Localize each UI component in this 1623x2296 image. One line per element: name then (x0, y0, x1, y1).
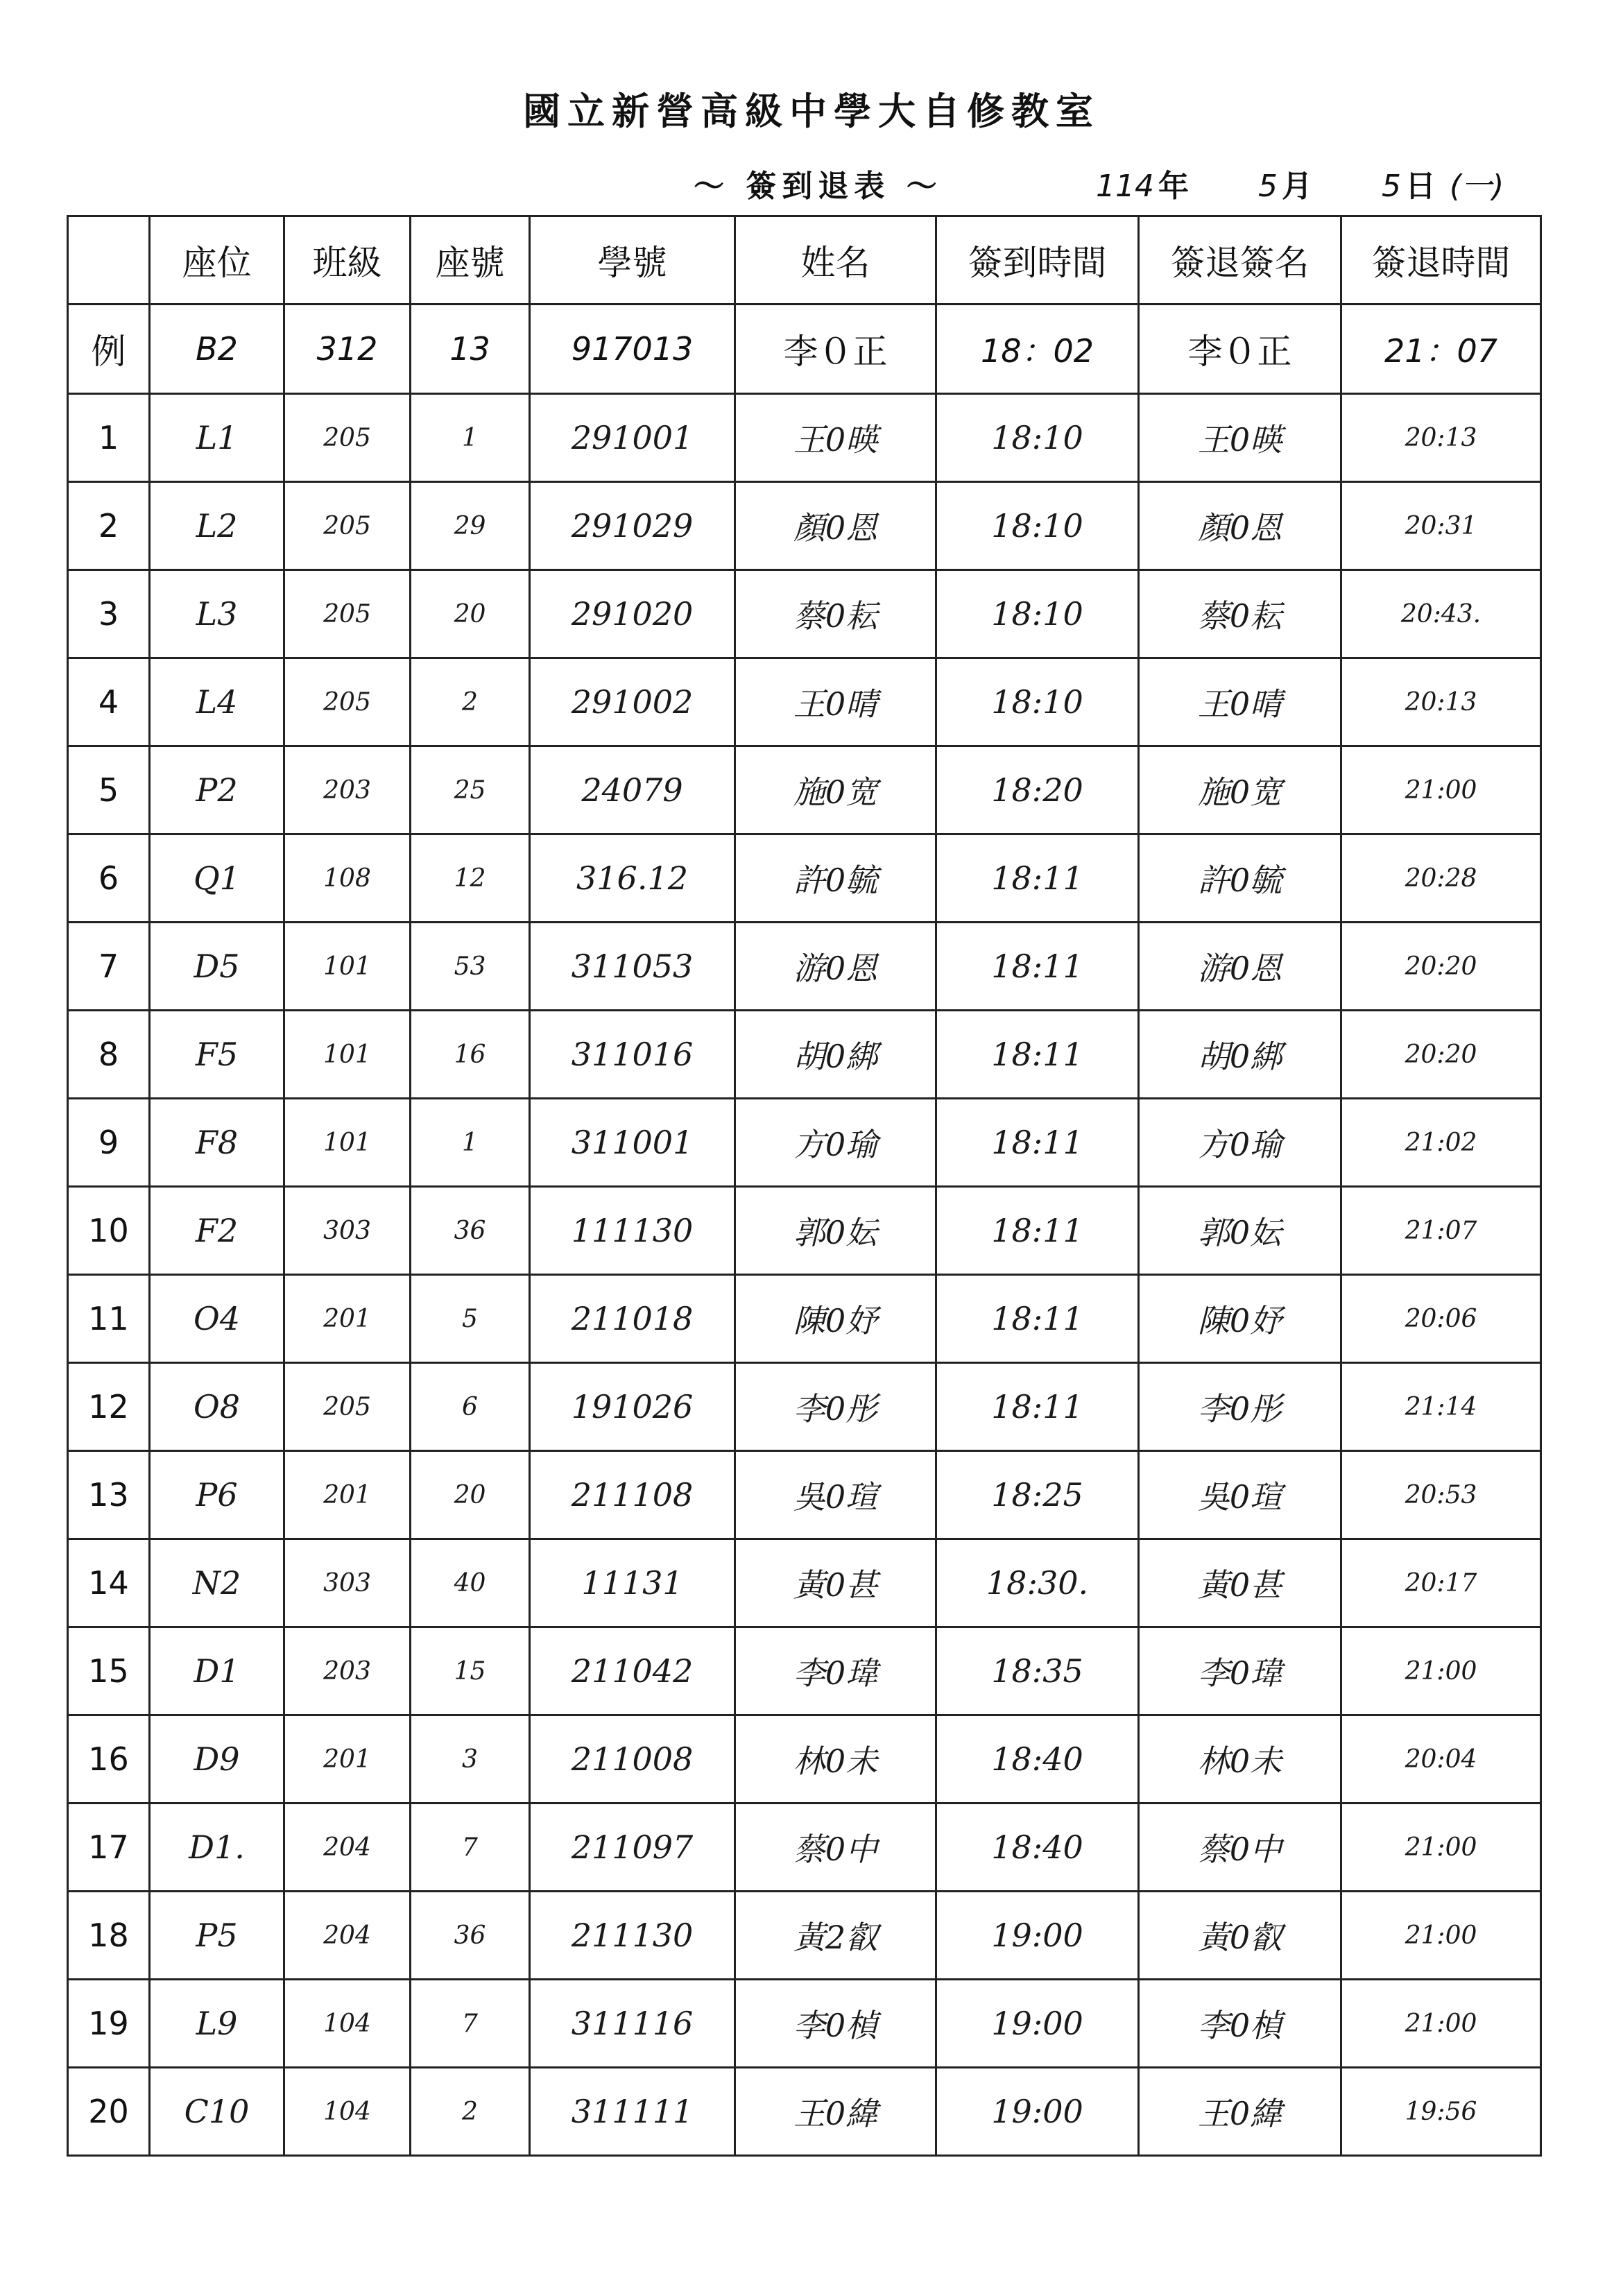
name-cell: 施0宽 (735, 746, 936, 834)
col-header-seat: 座位 (150, 216, 284, 305)
class-cell: 205 (284, 570, 411, 658)
row-number: 11 (68, 1275, 150, 1363)
seat-no-cell: 2 (411, 2068, 530, 2156)
name-cell: 胡0綁 (735, 1011, 936, 1099)
class-cell: 303 (284, 1539, 411, 1627)
col-header-class: 班級 (284, 216, 411, 305)
col-header-student-id: 學號 (530, 216, 735, 305)
seat-cell: L3 (150, 570, 284, 658)
seat-no-cell: 20 (411, 1451, 530, 1539)
in-time-cell: 19:00 (936, 1980, 1139, 2068)
row-number: 2 (68, 482, 150, 570)
table-row (68, 746, 1541, 834)
table-row (68, 1627, 1541, 1715)
class-cell: 101 (284, 923, 411, 1011)
table-row (68, 2068, 1541, 2156)
class-cell: 101 (284, 1011, 411, 1099)
row-number: 9 (68, 1099, 150, 1187)
class-cell: 104 (284, 2068, 411, 2156)
class-cell: 108 (284, 834, 411, 923)
student-id-cell: 316.12 (530, 834, 735, 923)
name-cell: 許0毓 (735, 834, 936, 923)
example-name: 李０正 (735, 305, 936, 394)
out-sign-cell: 李0彤 (1139, 1363, 1341, 1451)
seat-no-cell: 53 (411, 923, 530, 1011)
seat-no-cell: 2 (411, 658, 530, 746)
class-cell: 303 (284, 1187, 411, 1275)
student-id-cell: 311016 (530, 1011, 735, 1099)
row-number: 10 (68, 1187, 150, 1275)
example-in-time: 18：02 (936, 305, 1139, 394)
student-id-cell: 24079 (530, 746, 735, 834)
page-subtitle: ～ 簽到退表 ～ (694, 169, 943, 204)
seat-cell: D9 (150, 1715, 284, 1804)
in-time-cell: 18:11 (936, 1187, 1139, 1275)
row-number: 3 (68, 570, 150, 658)
table-row (68, 834, 1541, 923)
class-cell: 101 (284, 1099, 411, 1187)
out-time-cell: 20:43. (1341, 570, 1541, 658)
table-row (68, 1980, 1541, 2068)
in-time-cell: 18:11 (936, 1275, 1139, 1363)
out-sign-cell: 蔡0耘 (1139, 570, 1341, 658)
seat-cell: F8 (150, 1099, 284, 1187)
row-number: 17 (68, 1804, 150, 1892)
out-sign-cell: 郭0妘 (1139, 1187, 1341, 1275)
out-sign-cell: 方0瑜 (1139, 1099, 1341, 1187)
name-cell: 顏0恩 (735, 482, 936, 570)
student-id-cell: 311116 (530, 1980, 735, 2068)
seat-no-cell: 1 (411, 1099, 530, 1187)
row-number: 6 (68, 834, 150, 923)
row-number: 7 (68, 923, 150, 1011)
seat-cell: L1 (150, 394, 284, 482)
student-id-cell: 211008 (530, 1715, 735, 1804)
class-cell: 203 (284, 1627, 411, 1715)
seat-no-cell: 20 (411, 570, 530, 658)
in-time-cell: 19:00 (936, 2068, 1139, 2156)
example-out-time: 21：07 (1341, 305, 1541, 394)
table-row (68, 1275, 1541, 1363)
in-time-cell: 18:40 (936, 1804, 1139, 1892)
seat-cell: D1. (150, 1804, 284, 1892)
out-sign-cell: 許0毓 (1139, 834, 1341, 923)
out-sign-cell: 施0宽 (1139, 746, 1341, 834)
row-number: 13 (68, 1451, 150, 1539)
class-cell: 205 (284, 482, 411, 570)
student-id-cell: 311111 (530, 2068, 735, 2156)
seat-cell: Q1 (150, 834, 284, 923)
table-row (68, 1715, 1541, 1804)
seat-no-cell: 15 (411, 1627, 530, 1715)
name-cell: 郭0妘 (735, 1187, 936, 1275)
out-time-cell: 20:20 (1341, 1011, 1541, 1099)
in-time-cell: 18:20 (936, 746, 1139, 834)
student-id-cell: 291020 (530, 570, 735, 658)
seat-cell: L2 (150, 482, 284, 570)
seat-cell: D5 (150, 923, 284, 1011)
in-time-cell: 18:11 (936, 923, 1139, 1011)
seat-cell: L9 (150, 1980, 284, 2068)
out-time-cell: 20:53 (1341, 1451, 1541, 1539)
in-time-cell: 19:00 (936, 1892, 1139, 1980)
name-cell: 吳0瑄 (735, 1451, 936, 1539)
table-row (68, 394, 1541, 482)
seat-no-cell: 12 (411, 834, 530, 923)
table-row (68, 570, 1541, 658)
example-no: 13 (411, 305, 530, 394)
table-row (68, 1363, 1541, 1451)
header-row (68, 216, 1541, 305)
name-cell: 王0暎 (735, 394, 936, 482)
example-row (68, 305, 1541, 394)
student-id-cell: 111130 (530, 1187, 735, 1275)
name-cell: 黃0甚 (735, 1539, 936, 1627)
example-seat: B2 (150, 305, 284, 394)
row-number: 20 (68, 2068, 150, 2156)
seat-cell: O4 (150, 1275, 284, 1363)
name-cell: 游0恩 (735, 923, 936, 1011)
student-id-cell: 11131 (530, 1539, 735, 1627)
seat-cell: D1 (150, 1627, 284, 1715)
name-cell: 陳0妤 (735, 1275, 936, 1363)
out-time-cell: 20:20 (1341, 923, 1541, 1011)
out-sign-cell: 蔡0中 (1139, 1804, 1341, 1892)
seat-no-cell: 25 (411, 746, 530, 834)
seat-no-cell: 1 (411, 394, 530, 482)
class-cell: 201 (284, 1451, 411, 1539)
out-sign-cell: 李0瑋 (1139, 1627, 1341, 1715)
col-header-name: 姓名 (735, 216, 936, 305)
date-weekday: (一) (1449, 169, 1504, 204)
out-time-cell: 20:17 (1341, 1539, 1541, 1627)
row-number: 1 (68, 394, 150, 482)
out-time-cell: 21:00 (1341, 1892, 1541, 1980)
in-time-cell: 18:40 (936, 1715, 1139, 1804)
student-id-cell: 211108 (530, 1451, 735, 1539)
student-id-cell: 191026 (530, 1363, 735, 1451)
example-label: 例 (68, 305, 150, 394)
in-time-cell: 18:10 (936, 394, 1139, 482)
in-time-cell: 18:10 (936, 658, 1139, 746)
out-time-cell: 21:00 (1341, 1980, 1541, 2068)
row-number: 14 (68, 1539, 150, 1627)
example-class: 312 (284, 305, 411, 394)
out-sign-cell: 黃0叡 (1139, 1892, 1341, 1980)
class-cell: 205 (284, 658, 411, 746)
out-sign-cell: 胡0綁 (1139, 1011, 1341, 1099)
out-sign-cell: 吳0瑄 (1139, 1451, 1341, 1539)
student-id-cell: 291002 (530, 658, 735, 746)
name-cell: 李0楨 (735, 1980, 936, 2068)
seat-no-cell: 36 (411, 1892, 530, 1980)
out-sign-cell: 王0緯 (1139, 2068, 1341, 2156)
seat-cell: N2 (150, 1539, 284, 1627)
date-line (1096, 161, 1508, 205)
example-student-id: 917013 (530, 305, 735, 394)
out-sign-cell: 王0晴 (1139, 658, 1341, 746)
out-time-cell: 20:04 (1341, 1715, 1541, 1804)
row-number: 5 (68, 746, 150, 834)
out-sign-cell: 黃0甚 (1139, 1539, 1341, 1627)
date-year-unit: 年 (1158, 169, 1189, 204)
student-id-cell: 311053 (530, 923, 735, 1011)
seat-no-cell: 5 (411, 1275, 530, 1363)
in-time-cell: 18:11 (936, 1363, 1139, 1451)
col-header-out-sign: 簽退簽名 (1139, 216, 1341, 305)
seat-cell: F5 (150, 1011, 284, 1099)
name-cell: 李0瑋 (735, 1627, 936, 1715)
seat-cell: P2 (150, 746, 284, 834)
student-id-cell: 211130 (530, 1892, 735, 1980)
seat-cell: C10 (150, 2068, 284, 2156)
row-number: 12 (68, 1363, 150, 1451)
class-cell: 204 (284, 1804, 411, 1892)
date-day-unit: 日 (1405, 169, 1436, 204)
name-cell: 李0彤 (735, 1363, 936, 1451)
name-cell: 蔡0耘 (735, 570, 936, 658)
date-day: 5 (1381, 169, 1401, 204)
row-number: 4 (68, 658, 150, 746)
class-cell: 204 (284, 1892, 411, 1980)
sign-in-table (67, 215, 1542, 2157)
out-time-cell: 19:56 (1341, 2068, 1541, 2156)
seat-no-cell: 29 (411, 482, 530, 570)
table-row (68, 1892, 1541, 1980)
in-time-cell: 18:10 (936, 570, 1139, 658)
date-month: 5 (1257, 169, 1278, 204)
class-cell: 205 (284, 1363, 411, 1451)
table-row (68, 1804, 1541, 1892)
seat-no-cell: 7 (411, 1980, 530, 2068)
seat-cell: P6 (150, 1451, 284, 1539)
out-sign-cell: 李0楨 (1139, 1980, 1341, 2068)
in-time-cell: 18:11 (936, 1011, 1139, 1099)
row-number: 19 (68, 1980, 150, 2068)
out-sign-cell: 林0未 (1139, 1715, 1341, 1804)
example-out-sign: 李０正 (1139, 305, 1341, 394)
seat-no-cell: 3 (411, 1715, 530, 1804)
col-header-index (68, 216, 150, 305)
student-id-cell: 211097 (530, 1804, 735, 1892)
in-time-cell: 18:35 (936, 1627, 1139, 1715)
out-time-cell: 21:00 (1341, 746, 1541, 834)
out-time-cell: 20:28 (1341, 834, 1541, 923)
table-row (68, 1011, 1541, 1099)
date-year: 114 (1096, 169, 1154, 204)
seat-cell: P5 (150, 1892, 284, 1980)
col-header-out-time: 簽退時間 (1341, 216, 1541, 305)
seat-cell: L4 (150, 658, 284, 746)
out-time-cell: 21:00 (1341, 1627, 1541, 1715)
table-row (68, 1187, 1541, 1275)
out-time-cell: 20:13 (1341, 394, 1541, 482)
name-cell: 林0未 (735, 1715, 936, 1804)
table-row (68, 1451, 1541, 1539)
out-time-cell: 21:02 (1341, 1099, 1541, 1187)
in-time-cell: 18:30. (936, 1539, 1139, 1627)
student-id-cell: 211018 (530, 1275, 735, 1363)
out-time-cell: 20:31 (1341, 482, 1541, 570)
out-time-cell: 21:00 (1341, 1804, 1541, 1892)
table-row (68, 482, 1541, 570)
date-month-unit: 月 (1281, 169, 1312, 204)
col-header-in-time: 簽到時間 (936, 216, 1139, 305)
student-id-cell: 291001 (530, 394, 735, 482)
out-time-cell: 21:07 (1341, 1187, 1541, 1275)
out-sign-cell: 游0恩 (1139, 923, 1341, 1011)
out-sign-cell: 顏0恩 (1139, 482, 1341, 570)
out-sign-cell: 王0暎 (1139, 394, 1341, 482)
name-cell: 王0晴 (735, 658, 936, 746)
seat-no-cell: 16 (411, 1011, 530, 1099)
row-number: 16 (68, 1715, 150, 1804)
table-row (68, 658, 1541, 746)
table-row (68, 1539, 1541, 1627)
in-time-cell: 18:10 (936, 482, 1139, 570)
row-number: 8 (68, 1011, 150, 1099)
class-cell: 203 (284, 746, 411, 834)
in-time-cell: 18:11 (936, 834, 1139, 923)
out-sign-cell: 陳0妤 (1139, 1275, 1341, 1363)
out-time-cell: 20:06 (1341, 1275, 1541, 1363)
table-row (68, 1099, 1541, 1187)
class-cell: 205 (284, 394, 411, 482)
name-cell: 王0緯 (735, 2068, 936, 2156)
out-time-cell: 20:13 (1341, 658, 1541, 746)
name-cell: 蔡0中 (735, 1804, 936, 1892)
seat-no-cell: 36 (411, 1187, 530, 1275)
student-id-cell: 291029 (530, 482, 735, 570)
table-row (68, 923, 1541, 1011)
seat-cell: O8 (150, 1363, 284, 1451)
student-id-cell: 311001 (530, 1099, 735, 1187)
name-cell: 方0瑜 (735, 1099, 936, 1187)
out-time-cell: 21:14 (1341, 1363, 1541, 1451)
class-cell: 201 (284, 1715, 411, 1804)
name-cell: 黃2叡 (735, 1892, 936, 1980)
seat-no-cell: 7 (411, 1804, 530, 1892)
row-number: 18 (68, 1892, 150, 1980)
row-number: 15 (68, 1627, 150, 1715)
page-title: 國立新營高級中學大自修教室 (523, 89, 1100, 133)
class-cell: 201 (284, 1275, 411, 1363)
seat-cell: F2 (150, 1187, 284, 1275)
class-cell: 104 (284, 1980, 411, 2068)
in-time-cell: 18:25 (936, 1451, 1139, 1539)
col-header-no: 座號 (411, 216, 530, 305)
seat-no-cell: 6 (411, 1363, 530, 1451)
in-time-cell: 18:11 (936, 1099, 1139, 1187)
seat-no-cell: 40 (411, 1539, 530, 1627)
student-id-cell: 211042 (530, 1627, 735, 1715)
